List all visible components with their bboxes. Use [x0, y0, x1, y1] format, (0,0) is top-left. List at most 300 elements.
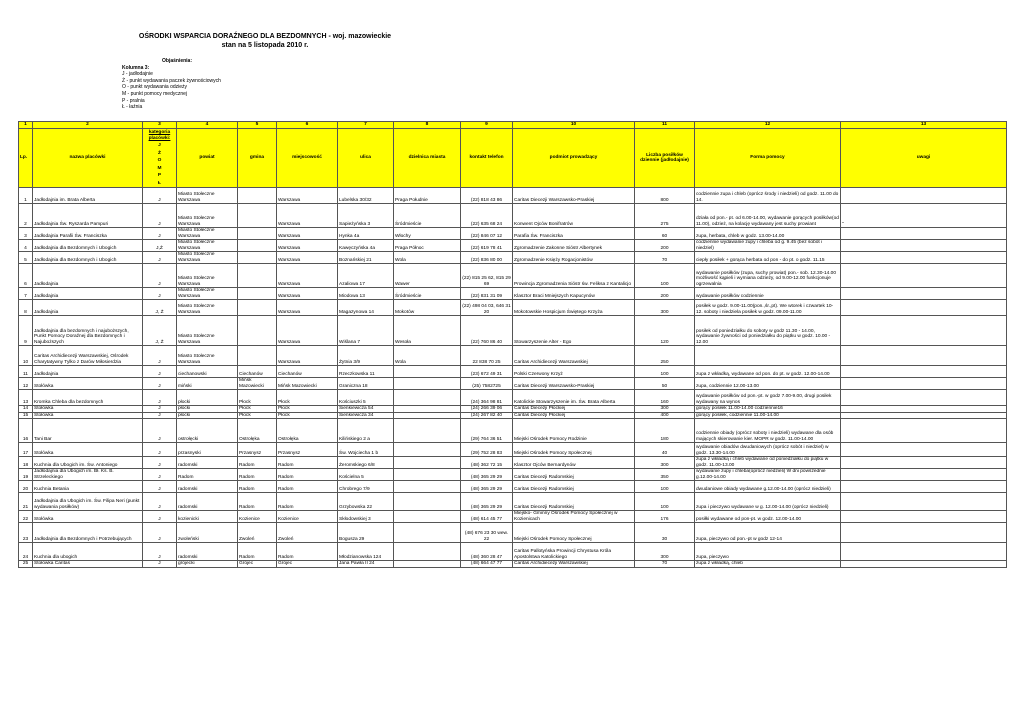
cell-ulica: Boznańskiej 21: [338, 252, 394, 264]
cell-gmina: Płock: [238, 390, 277, 406]
cell-ulica: Żeromskiego 6/8: [338, 457, 394, 469]
cell-gmina: Kozienice: [238, 511, 277, 523]
cell-gmina: Radom: [238, 481, 277, 493]
column-number: 8: [394, 122, 461, 129]
cell-lp: 2: [19, 204, 33, 228]
cell-telefon: (48) 365 29 29: [461, 493, 513, 511]
cell-liczba: 300: [635, 300, 695, 316]
cell-powiat: płocki: [177, 406, 238, 413]
cell-lp: 18: [19, 457, 33, 469]
cell-gmina: Przasnysz: [238, 443, 277, 457]
cell-kategoria: J: [143, 346, 177, 366]
cell-miejscowosc: Warszawa: [277, 346, 338, 366]
cell-gmina: [238, 252, 277, 264]
cell-dzielnica: [394, 457, 461, 469]
cell-uwagi: [841, 543, 1007, 561]
cell-gmina: Radom: [238, 469, 277, 481]
cell-ulica: Św. Wojciecha 1 b: [338, 443, 394, 457]
kategoria-letter: O: [157, 158, 162, 163]
cell-kategoria: J: [143, 457, 177, 469]
cell-telefon: (48) 362 72 15: [461, 457, 513, 469]
column-number: 10: [513, 122, 635, 129]
kategoria-letter: M: [157, 165, 162, 171]
cell-podmiot: Caritas Diecezji Radomskiej: [513, 469, 635, 481]
cell-podmiot: Zgromadzenie Księży Rogacjonistów: [513, 252, 635, 264]
cell-miejscowosc: Płock: [277, 390, 338, 406]
cell-liczba: 70: [635, 252, 695, 264]
cell-kategoria: J: [143, 390, 177, 406]
cell-uwagi: [841, 264, 1007, 288]
cell-miejscowosc: Płock: [277, 406, 338, 413]
cell-lp: 7: [19, 288, 33, 300]
cell-podmiot: Prowincja Zgromadzenia Sióstr św. Feliksa z Kantalicjo: [513, 264, 635, 288]
cell-telefon: 22 838 70 25: [461, 346, 513, 366]
cell-telefon: (22) 846 07 12: [461, 228, 513, 240]
cell-lp: 19: [19, 469, 33, 481]
cell-dzielnica: Śródmieście: [394, 288, 461, 300]
cell-miejscowosc: Radom: [277, 457, 338, 469]
table-row: [19, 390, 1007, 406]
cell-powiat: Miasto Stołeczne Warszawa: [177, 316, 238, 346]
cell-dzielnica: [394, 543, 461, 561]
document-subtitle: stan na 5 listopada 2010 r.: [221, 42, 309, 49]
cell-telefon: (22) 818 43 86: [461, 188, 513, 204]
cell-forma: gorący posiłek, codziennie 11.00-14.00: [695, 412, 841, 419]
header-uwagi: uwagi: [841, 129, 1007, 188]
cell-telefon: (22) 498 04 03, 646 31 20: [461, 300, 513, 316]
cell-liczba: 350: [635, 469, 695, 481]
cell-nazwa: Stołówka: [33, 406, 143, 413]
cell-telefon: (48) 614 45 77: [461, 511, 513, 523]
cell-nazwa: Kuchnia Betania: [33, 481, 143, 493]
cell-powiat: zwoleński: [177, 523, 238, 543]
column-number: 3: [143, 122, 177, 129]
cell-liczba: 100: [635, 366, 695, 378]
cell-kategoria: J: [143, 228, 177, 240]
cell-kategoria: J: [143, 188, 177, 204]
cell-gmina: [238, 204, 277, 228]
cell-podmiot: Stowarzyszenie Alter - Ego: [513, 316, 635, 346]
cell-podmiot: Konwent Ojców Bonifratrów: [513, 204, 635, 228]
cell-powiat: kozienicki: [177, 511, 238, 523]
cell-dzielnica: Włochy: [394, 228, 461, 240]
cell-liczba: 100: [635, 493, 695, 511]
cell-liczba: 60: [635, 228, 695, 240]
cell-gmina: Radom: [238, 457, 277, 469]
cell-lp: 5: [19, 252, 33, 264]
cell-gmina: Radom: [238, 493, 277, 511]
cell-liczba: 300: [635, 543, 695, 561]
header-forma: Forma pomocy: [695, 129, 841, 188]
cell-powiat: Miasto Stołeczne Warszawa: [177, 204, 238, 228]
cell-podmiot: Caritas Diecezji Warszawsko-Praskiej: [513, 188, 635, 204]
cell-nazwa: Kuchnia dla ubogich: [33, 543, 143, 561]
cell-liczba: 40: [635, 443, 695, 457]
cell-miejscowosc: Warszawa: [277, 228, 338, 240]
cell-forma: posiłki wydawane od pon-pt. w godz. 12.00-14.00: [695, 511, 841, 523]
table-row: [19, 543, 1007, 561]
cell-ulica: Sienkiewicza 54: [338, 406, 394, 413]
cell-powiat: Radom: [177, 469, 238, 481]
cell-forma: posiłek w godz. 9.00-11.00(pon.,śr.,pt). We wtorek i czwartek 10-12. soboty i niedziela posiłek w godz. 09.00-11.00: [695, 300, 841, 316]
cell-lp: 15: [19, 412, 33, 419]
cell-powiat: Miasto Stołeczne Warszawa: [177, 264, 238, 288]
cell-liczba: 800: [635, 188, 695, 204]
cell-powiat: radomski: [177, 457, 238, 469]
cell-nazwa: Jadłodajnia dla Bezdomnych i Ubogich: [33, 252, 143, 264]
cell-ulica: Skłodowskiej 3: [338, 511, 394, 523]
cell-ulica: Miodowa 13: [338, 288, 394, 300]
cell-nazwa: Jadłodajnia Św. Ryszarda Pampuri: [33, 204, 143, 228]
table-row: [19, 457, 1007, 469]
table-row: [19, 443, 1007, 457]
cell-ulica: Chrobrego 7/9: [338, 481, 394, 493]
cell-liczba: 100: [635, 481, 695, 493]
header-podmiot: podmiot prowadzący: [513, 129, 635, 188]
cell-powiat: Miasto Stołeczne Warszawa: [177, 252, 238, 264]
cell-gmina: Płock: [238, 406, 277, 413]
cell-telefon: (22) 815 25 62, 815 29 69: [461, 264, 513, 288]
cell-kategoria: J: [143, 366, 177, 378]
column-number: 4: [177, 122, 238, 129]
cell-ulica: Kilińskiego 2 a: [338, 419, 394, 443]
cell-liczba: 200: [635, 240, 695, 252]
column-number-row: [19, 122, 1007, 129]
legend: [122, 58, 221, 111]
cell-miejscowosc: Zwoleń: [277, 523, 338, 543]
cell-gmina: [238, 264, 277, 288]
cell-forma: dwudaniowe obiady wydawane g.12.00-14.00 (oprócz niedzieli): [695, 481, 841, 493]
column-number: 2: [33, 122, 143, 129]
cell-powiat: ostrołęcki: [177, 419, 238, 443]
table-row: [19, 228, 1007, 240]
cell-dzielnica: [394, 378, 461, 390]
cell-forma: wydawanie posiłków od pon.-pt. w godz 7.00-9.00, drugi posiłek wydawany na wynos: [695, 390, 841, 406]
cell-kategoria: J: [143, 443, 177, 457]
cell-powiat: Miasto Stołeczne Warszawa: [177, 288, 238, 300]
cell-dzielnica: [394, 390, 461, 406]
cell-dzielnica: Wawer: [394, 264, 461, 288]
cell-gmina: [238, 228, 277, 240]
header-gmina: gmina: [238, 129, 277, 188]
cell-podmiot: Miejski Ośrodek Pomocy Społecznej: [513, 523, 635, 543]
cell-liczba: 275: [635, 204, 695, 228]
cell-uwagi: [841, 288, 1007, 300]
table-row: [19, 300, 1007, 316]
cell-telefon: (24) 364 98 81: [461, 390, 513, 406]
cell-dzielnica: [394, 469, 461, 481]
cell-miejscowosc: Warszawa: [277, 204, 338, 228]
cell-kategoria: J: [143, 288, 177, 300]
cell-miejscowosc: Kozienice: [277, 511, 338, 523]
cell-powiat: ciechanowski: [177, 366, 238, 378]
header-dzielnica: dzielnica miasta: [394, 129, 461, 188]
cell-podmiot: Caritas Diecezji Radomskiej: [513, 481, 635, 493]
table-row: [19, 366, 1007, 378]
header-lp: Lp.: [19, 129, 33, 188]
cell-lp: 13: [19, 390, 33, 406]
cell-dzielnica: [394, 561, 461, 568]
cell-telefon: (22) 635 68 24: [461, 204, 513, 228]
cell-dzielnica: [394, 511, 461, 523]
cell-telefon: (29) 752 28 83: [461, 443, 513, 457]
cell-gmina: Zwoleń: [238, 523, 277, 543]
cell-ulica: Młodzianowska 124: [338, 543, 394, 561]
cell-dzielnica: Praga Północ: [394, 240, 461, 252]
cell-nazwa: Jadłodajnia Parafii Św. Franciszka: [33, 228, 143, 240]
cell-podmiot: Katolickie Stowarzyszenie im. Św. Brata Alberta: [513, 390, 635, 406]
kategoria-letter: J: [158, 143, 161, 148]
shelters-table: [18, 121, 1007, 568]
table-row: [19, 481, 1007, 493]
cell-ulica: Wiślana 7: [338, 316, 394, 346]
cell-powiat: grójecki: [177, 561, 238, 568]
column-number: 9: [461, 122, 513, 129]
cell-forma: wydawanie posiłków (zupa, suchy prowiat) pon.- sob. 12.30-14.00 możliwość kąpieli i wymiana odzieży, od 9.00-12.00 funkcjonuje ogrzewalnia: [695, 264, 841, 288]
cell-dzielnica: Śródmieście: [394, 204, 461, 228]
cell-uwagi: [841, 493, 1007, 511]
cell-nazwa: Caritas Archidiecezji Warszawskiej, Ośrodek Charytatywny Tylko z Darów Miłosierdzia: [33, 346, 143, 366]
table-body: [19, 188, 1007, 568]
cell-nazwa: Jadłodajnia: [33, 288, 143, 300]
cell-miejscowosc: Mińsk Mazowiecki: [277, 378, 338, 390]
cell-forma: zupa, pieczywo od pon.-pt w godz 12-14: [695, 523, 841, 543]
header-row: [19, 129, 1007, 188]
cell-nazwa: Jadłodajnia: [33, 264, 143, 288]
cell-telefon: (25) 7582725: [461, 378, 513, 390]
cell-miejscowosc: Przasnysz: [277, 443, 338, 457]
table-row: [19, 511, 1007, 523]
table-row: [19, 316, 1007, 346]
cell-forma: wydawanie zupy i chleba(oprócz niedzieli) W dni powszednie g.12.00-14.00: [695, 469, 841, 481]
cell-uwagi: [841, 511, 1007, 523]
cell-telefon: (22) 619 78 41: [461, 240, 513, 252]
cell-telefon: (24) 267 82 40: [461, 412, 513, 419]
legend-item: Ł - łaźnia: [122, 104, 143, 111]
cell-podmiot: Caritas Diecezji Płockiej: [513, 412, 635, 419]
cell-liczba: 50: [635, 378, 695, 390]
cell-nazwa: Jadłodajnia dla Ubogich im. Św. Filipa Neri (punkt wydawania posiłków): [33, 493, 143, 511]
cell-nazwa: Jadłodajnia dla Ubogich im. Bł. Ks. B. Strzeleckiego: [33, 469, 143, 481]
cell-telefon: (22) 836 80 00: [461, 252, 513, 264]
header-miejscowosc: miejscowość: [277, 129, 338, 188]
cell-forma: wydawanie obiadów dwudaniowych (oprócz sobót i niedziel) w godz. 13.30-14.00: [695, 443, 841, 457]
cell-miejscowosc: Warszawa: [277, 188, 338, 204]
legend-item: O - punkt wydawania odzieży: [122, 84, 188, 91]
cell-miejscowosc: Warszawa: [277, 316, 338, 346]
cell-podmiot: Miejski Ośrodek Pomocy Rodzinie: [513, 419, 635, 443]
legend-item: J - jadłodajnie: [122, 71, 153, 78]
column-number: 12: [695, 122, 841, 129]
cell-lp: 16: [19, 419, 33, 443]
cell-forma: gorący posiłek 11.00-14.00 codziennie16: [695, 406, 841, 413]
cell-nazwa: Stołówka: [33, 378, 143, 390]
cell-liczba: 400: [635, 412, 695, 419]
cell-ulica: Żytnia 3/9: [338, 346, 394, 366]
legend-item: P - pralnia: [122, 97, 145, 104]
cell-gmina: [238, 300, 277, 316]
kategoria-letter: Ł: [158, 180, 161, 186]
cell-ulica: Magazynowa 14: [338, 300, 394, 316]
cell-liczba: 180: [635, 419, 695, 443]
cell-telefon: (24) 266 39 06: [461, 406, 513, 413]
cell-uwagi: [841, 240, 1007, 252]
table-row: [19, 561, 1007, 568]
cell-uwagi: [841, 481, 1007, 493]
cell-miejscowosc: Ostrołęka: [277, 419, 338, 443]
legend-item: M - punkt pomocy medycznej: [122, 90, 188, 97]
cell-kategoria: J: [143, 406, 177, 413]
cell-dzielnica: Mokotów: [394, 300, 461, 316]
cell-lp: 20: [19, 481, 33, 493]
column-number: 5: [238, 122, 277, 129]
header-telefon: kontakt telefon: [461, 129, 513, 188]
cell-uwagi: [841, 300, 1007, 316]
cell-uwagi: [841, 228, 1007, 240]
cell-miejscowosc: Ciechanów: [277, 366, 338, 378]
cell-lp: 25: [19, 561, 33, 568]
cell-ulica: Rzeczkowska 11: [338, 366, 394, 378]
cell-forma: codziennie obiady (oprócz soboty i niedzieli) wydawane dla osób mających skierowanie kier. MOPR w godz. 11.00-14.00: [695, 419, 841, 443]
cell-dzielnica: Wola: [394, 346, 461, 366]
cell-nazwa: Jadłodajnia im. Brata Alberta: [33, 188, 143, 204]
cell-nazwa: Kuchnia dla Ubogich im. Św. Antoniego: [33, 457, 143, 469]
cell-miejscowosc: Grójec: [277, 561, 338, 568]
cell-powiat: Miasto Stołeczne Warszawa: [177, 300, 238, 316]
cell-liczba: 160: [635, 390, 695, 406]
table-row: [19, 346, 1007, 366]
cell-gmina: [238, 188, 277, 204]
header-nazwa: nazwa placówki: [33, 129, 143, 188]
cell-uwagi: [841, 419, 1007, 443]
cell-gmina: Ciechanów: [238, 366, 277, 378]
cell-kategoria: J: [143, 481, 177, 493]
cell-gmina: Radom: [238, 543, 277, 561]
cell-kategoria: J: [143, 511, 177, 523]
legend-column: Kolumna 3:: [122, 64, 150, 71]
cell-liczba: 70: [635, 561, 695, 568]
table-row: [19, 469, 1007, 481]
cell-ulica: Hynka 4a: [338, 228, 394, 240]
cell-telefon: (48) 365 29 29: [461, 469, 513, 481]
cell-ulica: Sienkiewicza 34: [338, 412, 394, 419]
cell-powiat: miński: [177, 378, 238, 390]
cell-nazwa: Jadłodajnia dla Bezdomnych i Ubogich: [33, 240, 143, 252]
column-number: 6: [277, 122, 338, 129]
cell-podmiot: Miejski Ośrodek Pomocy Społecznej: [513, 443, 635, 457]
cell-podmiot: Caritas Diecezji Warszawsko-Praskiej: [513, 378, 635, 390]
cell-podmiot: Caritas Archidiecezji Warszawskiej: [513, 346, 635, 366]
table-row: [19, 204, 1007, 228]
cell-podmiot: Zgromadzenie Zakonne Sióstr Albertynek: [513, 240, 635, 252]
cell-liczba: 300: [635, 406, 695, 413]
cell-lp: 11: [19, 366, 33, 378]
cell-ulica: Grzybowska 22: [338, 493, 394, 511]
header-kategoria-label: kategoria placówki:: [148, 130, 171, 141]
cell-lp: 10: [19, 346, 33, 366]
cell-liczba: 250: [635, 346, 695, 366]
cell-lp: 24: [19, 543, 33, 561]
header-ulica: ulica: [338, 129, 394, 188]
cell-gmina: Mińsk Mazowiecki: [238, 378, 277, 390]
cell-kategoria: J: [143, 204, 177, 228]
cell-miejscowosc: Radom: [277, 469, 338, 481]
cell-podmiot: Caritas Diecezji Radomskiej: [513, 493, 635, 511]
cell-telefon: (29) 764 36 51: [461, 419, 513, 443]
cell-kategoria: J: [143, 378, 177, 390]
cell-liczba: 120: [635, 316, 695, 346]
cell-gmina: [238, 288, 277, 300]
cell-kategoria: J: [143, 412, 177, 419]
cell-ulica: Kościelna 5: [338, 469, 394, 481]
cell-lp: 1: [19, 188, 33, 204]
cell-lp: 4: [19, 240, 33, 252]
table-row: [19, 252, 1007, 264]
cell-powiat: płocki: [177, 412, 238, 419]
cell-uwagi: [841, 378, 1007, 390]
cell-powiat: Miasto Stołeczne Warszawa: [177, 346, 238, 366]
cell-nazwa: Stołówka Caritas: [33, 561, 143, 568]
cell-dzielnica: [394, 523, 461, 543]
cell-liczba: 300: [635, 457, 695, 469]
cell-ulica: Bogusza 29: [338, 523, 394, 543]
cell-powiat: radomski: [177, 493, 238, 511]
cell-miejscowosc: Radom: [277, 481, 338, 493]
cell-forma: codziennie zupa i chleb (oprócz środy i niedzieli) od godz. 11.00 do 14.: [695, 188, 841, 204]
cell-uwagi: [841, 457, 1007, 469]
cell-telefon: (48) 664 47 77: [461, 561, 513, 568]
cell-ulica: Graniczna 18: [338, 378, 394, 390]
cell-dzielnica: Wesoła: [394, 316, 461, 346]
cell-kategoria: J: [143, 252, 177, 264]
table-row: [19, 523, 1007, 543]
table-row: [19, 288, 1007, 300]
cell-uwagi: ": [841, 204, 1007, 228]
cell-forma: ciepły posiłek + gorąca herbata od pon - do pt. o godz. 11.15: [695, 252, 841, 264]
cell-ulica: Kościuszki 5: [338, 390, 394, 406]
cell-podmiot: Caritas Diecezji Płockiej: [513, 406, 635, 413]
cell-forma: posiłek od poniedziałku do soboty w godz 11.30 - 14.00, wydawanie żywności od poniedziałku do piątku w godz. 10.00 - 12.00: [695, 316, 841, 346]
cell-nazwa: Jadłodajnia dla Bezdomnych i Potrzebujących: [33, 523, 143, 543]
cell-nazwa: Stołówka: [33, 412, 143, 419]
cell-lp: 6: [19, 264, 33, 288]
cell-forma: zupa, pieczywo: [695, 543, 841, 561]
header-liczba: Liczba posiłków dziennie (jadłodajnie): [635, 129, 695, 188]
cell-powiat: Miasto Stołeczne Warszawa: [177, 240, 238, 252]
cell-forma: zupa z wkładką, wydawane od pon. do pt. w godz. 12.00-14.00: [695, 366, 841, 378]
cell-forma: zupa, herbata, chleb w godz. 13.00-14.00: [695, 228, 841, 240]
cell-podmiot: Klasztor Braci Mniejszych Kapucynów: [513, 288, 635, 300]
cell-kategoria: J: [143, 469, 177, 481]
cell-telefon: (48) 360 28 47: [461, 543, 513, 561]
cell-kategoria: J: [143, 419, 177, 443]
cell-liczba: 100: [635, 264, 695, 288]
cell-lp: 9: [19, 316, 33, 346]
cell-liczba: 176: [635, 511, 695, 523]
cell-dzielnica: [394, 419, 461, 443]
cell-lp: 23: [19, 523, 33, 543]
cell-podmiot: Mokotowskie Hospicjum Świętego Krzyża: [513, 300, 635, 316]
table-row: [19, 493, 1007, 511]
cell-miejscowosc: Warszawa: [277, 264, 338, 288]
cell-lp: 12: [19, 378, 33, 390]
table-row: [19, 188, 1007, 204]
cell-powiat: Miasto Stołeczne Warszawa: [177, 188, 238, 204]
cell-telefon: (23) 672 49 31: [461, 366, 513, 378]
cell-podmiot: Klasztor Ojców Bernardynów: [513, 457, 635, 469]
cell-dzielnica: [394, 443, 461, 457]
header-kategoria: [143, 129, 177, 188]
